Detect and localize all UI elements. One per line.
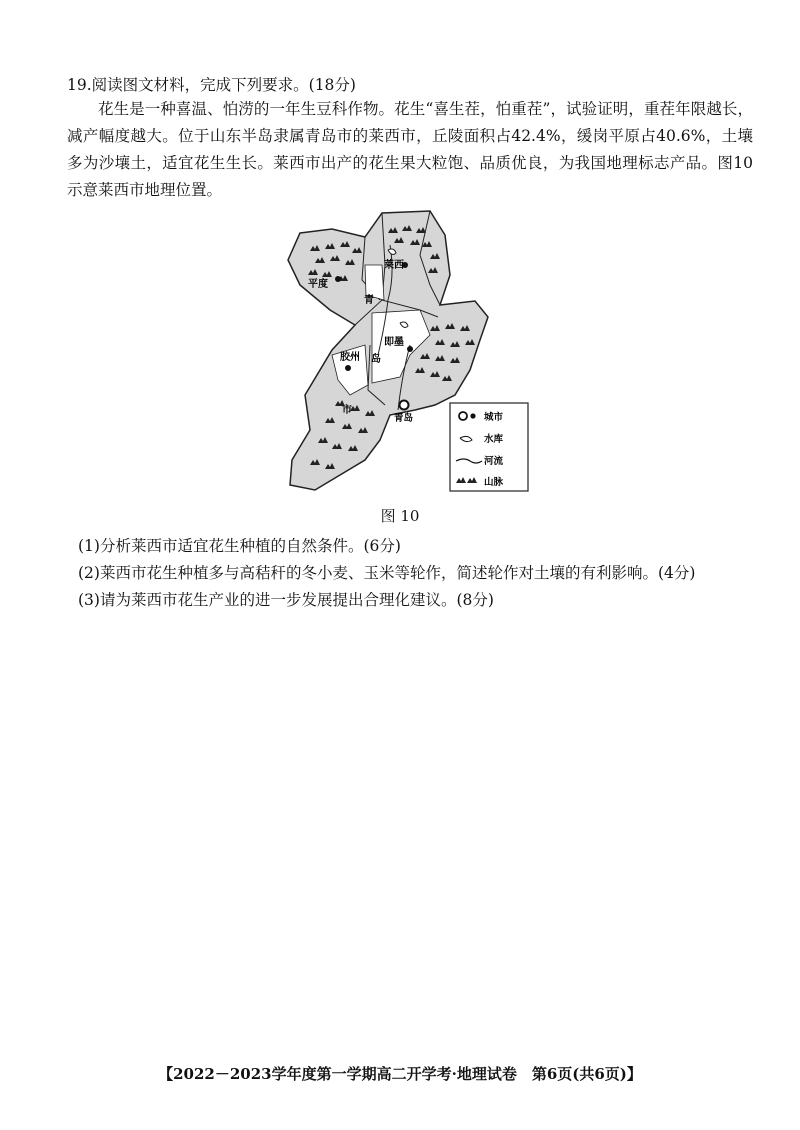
sub-question-2: (2)莱西市花生种植多与高秸秆的冬小麦、玉米等轮作，简述轮作对土壤的有利影响。(4分): [78, 564, 696, 582]
legend-river-label: 河流: [484, 456, 504, 467]
legend-city-label: 城市: [484, 412, 504, 423]
legend-city-dot-icon: [470, 413, 475, 418]
sub-question-3: (3)请为莱西市花生产业的进一步发展提出合理化建议。(8分): [78, 591, 494, 609]
label-jimo: 即墨: [384, 337, 404, 348]
city-dot-jimo: [407, 346, 413, 352]
figure-caption: 图 10: [380, 507, 420, 525]
legend-city-ring-icon: [459, 412, 467, 420]
city-dot-pingdu: [335, 276, 341, 282]
page-footer: 【2022－2023学年度第一学期高二开学考·地理试卷 第6页(共6页)】: [158, 1065, 642, 1083]
label-dao: 岛: [371, 354, 381, 365]
legend-mountain-label: 山脉: [484, 477, 504, 488]
question-title: 19.阅读图文材料，完成下列要求。(18分): [67, 76, 356, 94]
label-shi: 市: [342, 405, 352, 416]
map-legend: [450, 403, 528, 491]
question-material: 花生是一种喜温、怕涝的一年生豆科作物。花生“喜生茬，怕重茬”，试验证明，重茬年限越长，减产幅度越大。位于山东半岛隶属青岛市的莱西市，丘陵面积占42.4%，缓岗平原占40.6%，土壤多为沙壤土，适宜花生生长。莱西市出产的花生果大粒饱、品质优良，为我国地理标志产品。图10示意莱西市地理位置。: [67, 100, 753, 199]
label-qingdao: 青岛: [394, 413, 414, 424]
city-dot-jiaozhou: [345, 365, 351, 371]
city-ring-qingdao: [400, 401, 409, 410]
legend-reservoir-label: 水库: [484, 434, 504, 445]
sub-question-1: (1)分析莱西市适宜花生种植的自然条件。(6分): [78, 537, 401, 555]
label-laixi: 莱西: [384, 260, 404, 271]
laixi-location-map: [270, 205, 532, 495]
label-pingdu: 平度: [308, 279, 328, 290]
label-jiaozhou: 胶州: [340, 352, 360, 363]
label-qing: 青: [364, 295, 374, 306]
